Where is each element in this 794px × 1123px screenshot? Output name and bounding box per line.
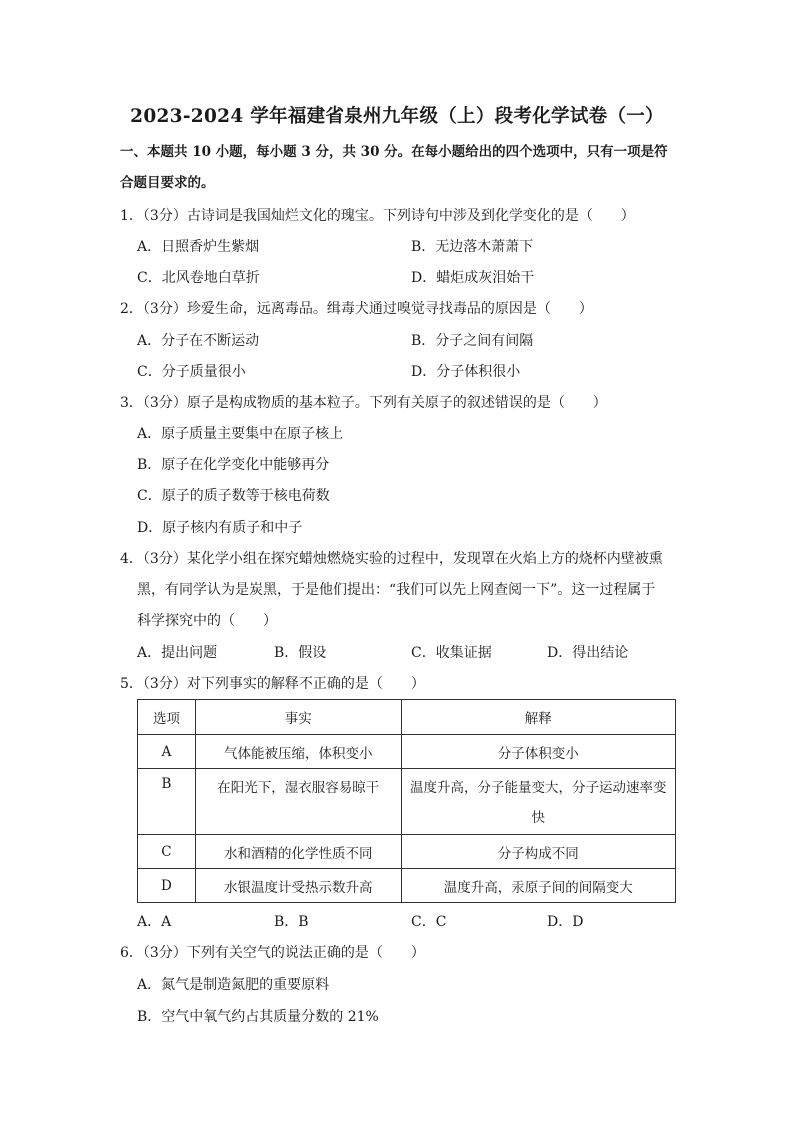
question-2-option-d: D．分子体积很小	[411, 364, 521, 380]
table-row	[138, 835, 676, 869]
table-row	[138, 869, 676, 903]
question-3-option-b: B．原子在化学变化中能够再分	[137, 457, 330, 473]
question-5-option-b: B．B	[274, 914, 309, 930]
table-cell-explanation-line-2: 快	[531, 809, 545, 826]
page-title: 2023-2024 学年福建省泉州九年级（上）段考化学试卷（一）	[130, 106, 664, 127]
question-4-option-a: A．提出问题	[137, 645, 218, 661]
table-cell-option: B	[138, 769, 196, 835]
table-cell-explanation	[401, 769, 675, 835]
table-cell-fact: 水银温度计受热示数升高	[195, 869, 401, 903]
question-5-table	[137, 699, 676, 903]
question-1-stem: 1．（3分）古诗词是我国灿烂文化的瑰宝。下列诗句中涉及到化学变化的是（ ）	[120, 208, 635, 224]
question-2-option-b: B．分子之间有间隔	[411, 333, 534, 349]
table-cell-explanation: 分子体积变小	[401, 735, 675, 769]
table-row	[138, 769, 676, 835]
question-4-stem-line-1: 4．（3分）某化学小组在探究蜡烛燃烧实验的过程中，发现罩在火焰上方的烧杯内壁被熏	[120, 551, 663, 567]
question-2-stem: 2．（3分）珍爱生命，远离毒品。缉毒犬通过嗅觉寻找毒品的原因是（ ）	[120, 301, 593, 317]
table-cell-explanation: 分子构成不同	[401, 835, 675, 869]
table-cell-fact: 水和酒精的化学性质不同	[195, 835, 401, 869]
table-cell-option: A	[138, 735, 196, 769]
question-4-stem-line-3: 科学探究中的（ ）	[137, 613, 277, 629]
question-3-option-c: C．原子的质子数等于核电荷数	[137, 488, 330, 504]
question-5-stem: 5．（3分）对下列事实的解释不正确的是（ ）	[120, 676, 425, 692]
question-2-option-c: C．分子质量很小	[137, 364, 246, 380]
table-cell-explanation-line-1: 温度升高，分子能量变大，分子运动速率变	[410, 779, 667, 796]
table-header-option: 选项	[138, 700, 196, 735]
question-6-stem: 6．（3分）下列有关空气的说法正确的是（ ）	[120, 945, 425, 961]
question-5-option-c: C．C	[411, 914, 447, 930]
question-5-option-d: D．D	[547, 914, 584, 930]
question-1-option-a: A．日照香炉生紫烟	[137, 239, 260, 255]
question-5-option-a: A．A	[137, 914, 172, 930]
question-4-option-b: B．假设	[274, 645, 327, 661]
table-header-explanation: 解释	[401, 700, 675, 735]
table-cell-fact: 在阳光下，湿衣服容易晾干	[195, 769, 401, 835]
question-6-option-a: A．氮气是制造氮肥的重要原料	[137, 977, 330, 993]
table-cell-option: D	[138, 869, 196, 903]
question-4-option-c: C．收集证据	[411, 645, 492, 661]
section-line-2: 合题目要求的。	[120, 175, 215, 191]
table-cell-fact: 气体能被压缩，体积变小	[195, 735, 401, 769]
question-2-option-a: A．分子在不断运动	[137, 333, 260, 349]
question-3-option-d: D．原子核内有质子和中子	[137, 520, 303, 536]
question-4-option-d: D．得出结论	[547, 645, 629, 661]
table-header-row	[138, 700, 676, 735]
table-header-fact: 事实	[195, 700, 401, 735]
table-row	[138, 735, 676, 769]
section-instructions	[120, 137, 680, 199]
question-1-option-d: D．蜡炬成灰泪始干	[411, 270, 535, 286]
table-cell-option: C	[138, 835, 196, 869]
section-line-1: 一、本题共 10 小题，每小题 3 分，共 30 分。在每小题给出的四个选项中，只有一项是符	[120, 144, 668, 160]
question-4-stem-line-2: 黑，有同学认为是炭黑，于是他们提出：“我们可以先上网查阅一下”。这一过程属于	[137, 582, 656, 598]
question-6-option-b: B．空气中氧气约占其质量分数的 21%	[137, 1009, 379, 1025]
question-3-stem: 3．（3分）原子是构成物质的基本粒子。下列有关原子的叙述错误的是（ ）	[120, 395, 607, 411]
question-1-option-c: C．北风卷地白草折	[137, 270, 260, 286]
question-1-option-b: B．无边落木萧萧下	[411, 239, 534, 255]
question-3-option-a: A．原子质量主要集中在原子核上	[137, 426, 344, 442]
table-cell-explanation: 温度升高，汞原子间的间隔变大	[401, 869, 675, 903]
